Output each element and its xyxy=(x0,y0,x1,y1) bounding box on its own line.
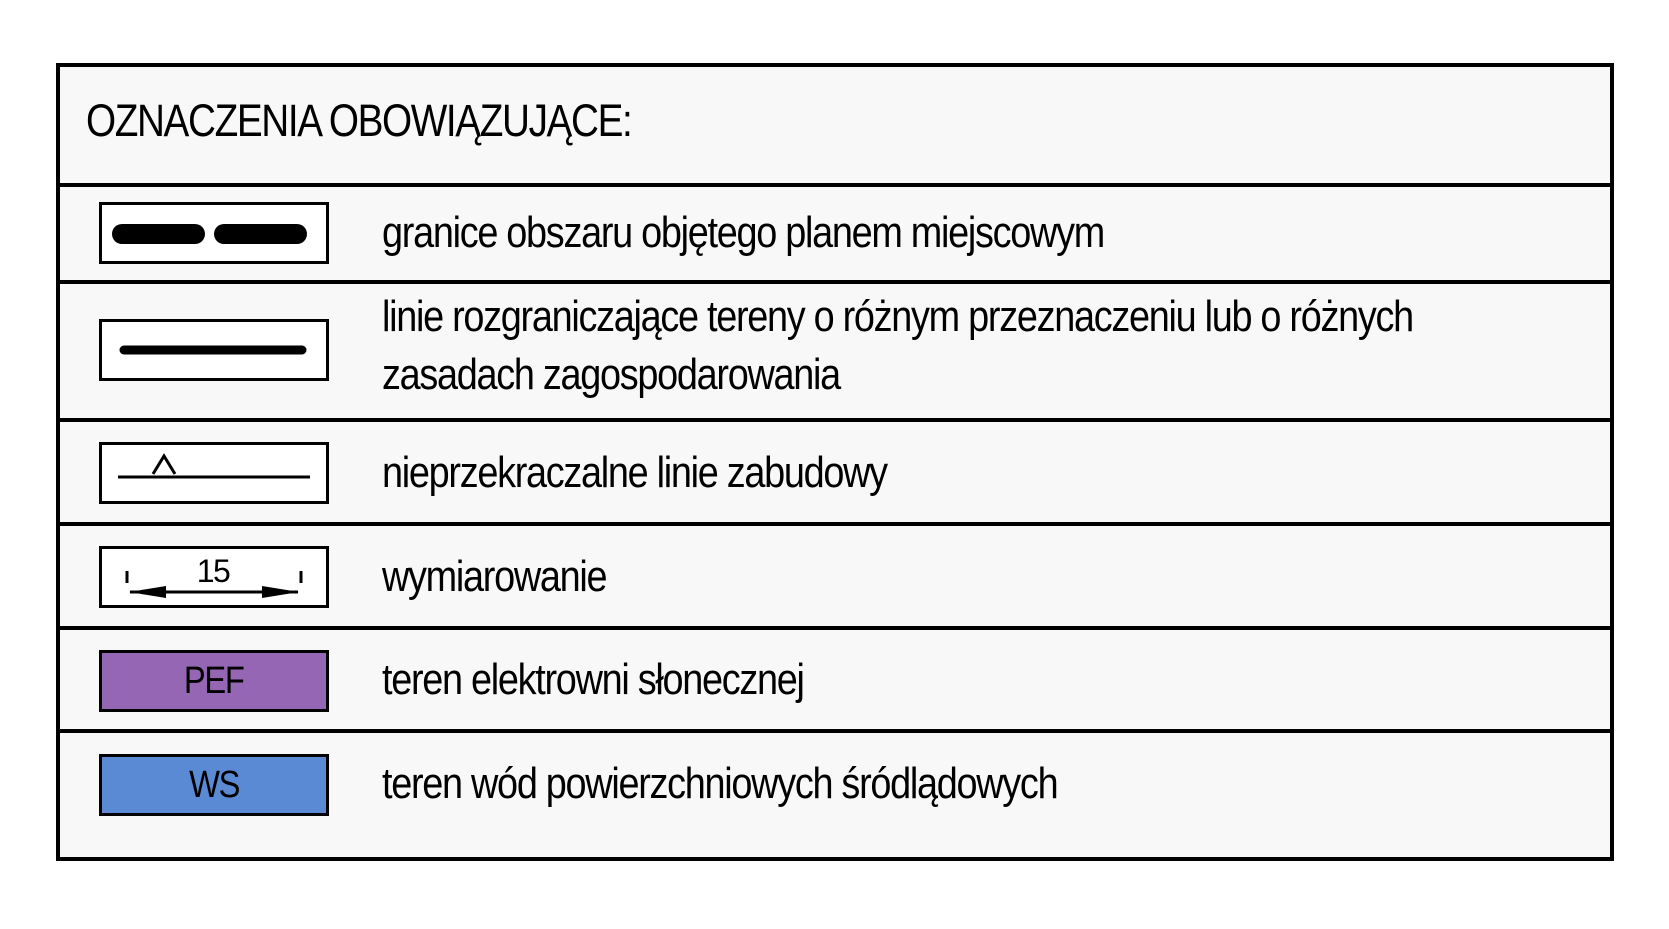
demarcation-lines-label-line-1: linie rozgraniczające tereny o różnym przeznaczeniu lub o różnych xyxy=(382,292,1413,341)
dimension-arrow-icon xyxy=(102,549,326,605)
legend-row-building-lines xyxy=(60,422,1610,526)
plan-boundary-label: granice obszaru objętego planem miejscowym xyxy=(382,208,1104,257)
legend-row-plan-boundary xyxy=(60,187,1610,284)
legend-table xyxy=(56,63,1614,861)
dimensioning-symbol xyxy=(99,546,329,608)
demarcation-lines-label-line-2: zasadach zagospodarowania xyxy=(382,350,840,399)
ws-swatch xyxy=(99,754,329,816)
legend-title-row xyxy=(60,67,1610,187)
dimension-value: 15 xyxy=(196,553,230,589)
legend-row-ws xyxy=(60,733,1610,857)
solid-line-icon xyxy=(102,322,326,378)
pef-swatch xyxy=(99,650,329,712)
ws-label: teren wód powierzchniowych śródlądowych xyxy=(382,759,1058,808)
pef-label: teren elektrowni słonecznej xyxy=(382,655,804,704)
legend-row-pef xyxy=(60,630,1610,733)
line-with-triangle-icon xyxy=(102,445,326,501)
building-line-symbol xyxy=(99,442,329,504)
dimensioning-label: wymiarowanie xyxy=(382,552,607,601)
ws-code: WS xyxy=(188,764,240,806)
demarcation-lines-label xyxy=(382,288,1413,404)
legend-title: OZNACZENIA OBOWIĄZUJĄCE: xyxy=(86,95,632,146)
legend-row-demarcation-lines xyxy=(60,284,1610,422)
demarcation-line-symbol xyxy=(99,319,329,381)
plan-boundary-symbol xyxy=(99,202,329,264)
building-lines-label: nieprzekraczalne linie zabudowy xyxy=(382,448,887,497)
legend-row-dimensioning xyxy=(60,526,1610,630)
thick-dashed-line-icon xyxy=(102,205,326,261)
pef-code: PEF xyxy=(184,660,244,702)
